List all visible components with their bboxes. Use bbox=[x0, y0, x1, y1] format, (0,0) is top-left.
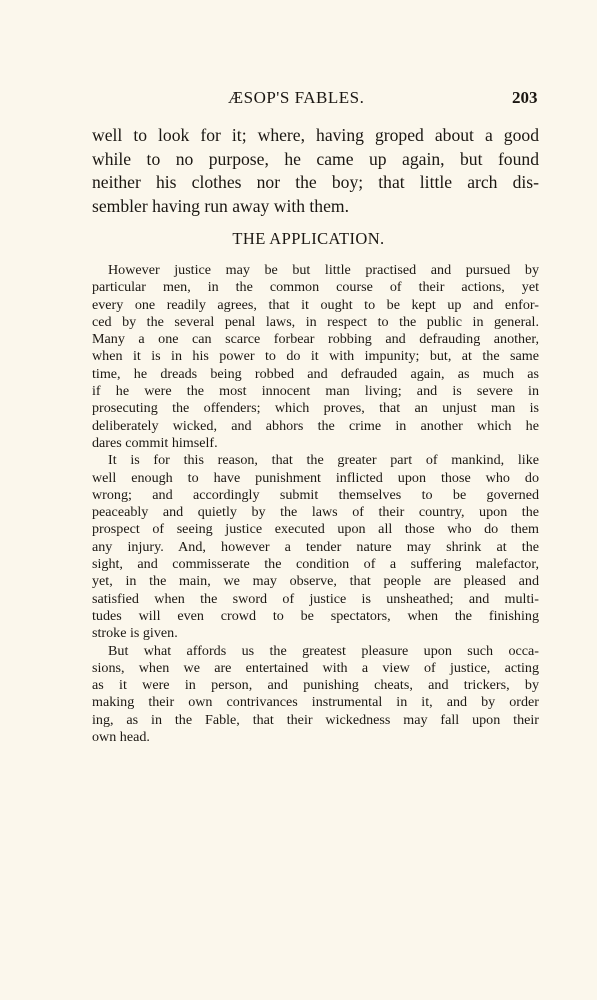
text-line: Many a one can scarce forbear robbing and defrauding another, bbox=[92, 331, 539, 348]
text-line: every one readily agrees, that it ought to be kept up and enfor- bbox=[92, 296, 539, 313]
lead-paragraph bbox=[92, 124, 539, 218]
text-line: sions, when we are entertained with a view of justice, acting bbox=[92, 659, 539, 676]
text-line: dares commit himself. bbox=[92, 434, 218, 451]
text-line: sight, and commisserate the condition of a suffering malefactor, bbox=[92, 556, 539, 573]
text-line: sembler having run away with them. bbox=[92, 195, 349, 216]
text-line: well to look for it; where, having groped about a good bbox=[92, 125, 539, 145]
text-line: prosecuting the offenders; which proves, that an unjust man is bbox=[92, 400, 539, 417]
text-line: But what affords us the greatest pleasure upon such occa- bbox=[108, 642, 539, 659]
text-line: deliberately wicked, and abhors the crime in another which he bbox=[92, 417, 539, 434]
text-line: well enough to have punishment inflicted upon those who do bbox=[92, 469, 539, 486]
text-line: making their own contrivances instrumental in it, and by order bbox=[92, 694, 539, 711]
text-line: It is for this reason, that the greater part of mankind, like bbox=[108, 452, 539, 469]
text-line: when it is in his power to do it with impunity; but, at the same bbox=[92, 348, 539, 365]
text-line: any injury. And, however a tender nature may shrink at the bbox=[92, 538, 539, 555]
running-title: ÆSOP'S FABLES. bbox=[228, 88, 365, 107]
application-text bbox=[92, 262, 539, 746]
section-heading: THE APPLICATION. bbox=[232, 229, 385, 248]
text-line: However justice may be but little practised and pursued by bbox=[108, 262, 539, 278]
running-head bbox=[0, 88, 597, 112]
text-line: wrong; and accordingly submit themselves to be governed bbox=[92, 486, 539, 503]
text-line: while to no purpose, he came up again, but found bbox=[92, 148, 539, 169]
text-line: peaceably and quietly by the laws of their country, upon the bbox=[92, 504, 539, 521]
text-line: if he were the most innocent man living; and is severe in bbox=[92, 383, 539, 400]
text-line: tudes will even crowd to be spectators, when the finishing bbox=[92, 607, 539, 624]
text-line: particular men, in the common course of their actions, yet bbox=[92, 279, 539, 296]
text-line: satisfied when the sword of justice is unsheathed; and multi- bbox=[92, 590, 539, 607]
text-line: neither his clothes nor the boy; that little arch dis- bbox=[92, 172, 539, 192]
text-line: time, he dreads being robbed and defrauded again, as much as bbox=[92, 365, 539, 382]
text-line: yet, in the main, we may observe, that people are pleased and bbox=[92, 573, 539, 590]
text-line: prospect of seeing justice executed upon all those who do them bbox=[92, 521, 539, 538]
text-line: ing, as in the Fable, that their wickedness may fall upon their bbox=[92, 711, 539, 728]
text-line: as it were in person, and punishing cheats, and trickers, by bbox=[92, 677, 539, 694]
page-number: 203 bbox=[512, 88, 538, 107]
text-line: ced by the several penal laws, in respect to the public in general. bbox=[92, 313, 539, 330]
text-line: own head. bbox=[92, 729, 150, 746]
text-line: stroke is given. bbox=[92, 625, 178, 642]
